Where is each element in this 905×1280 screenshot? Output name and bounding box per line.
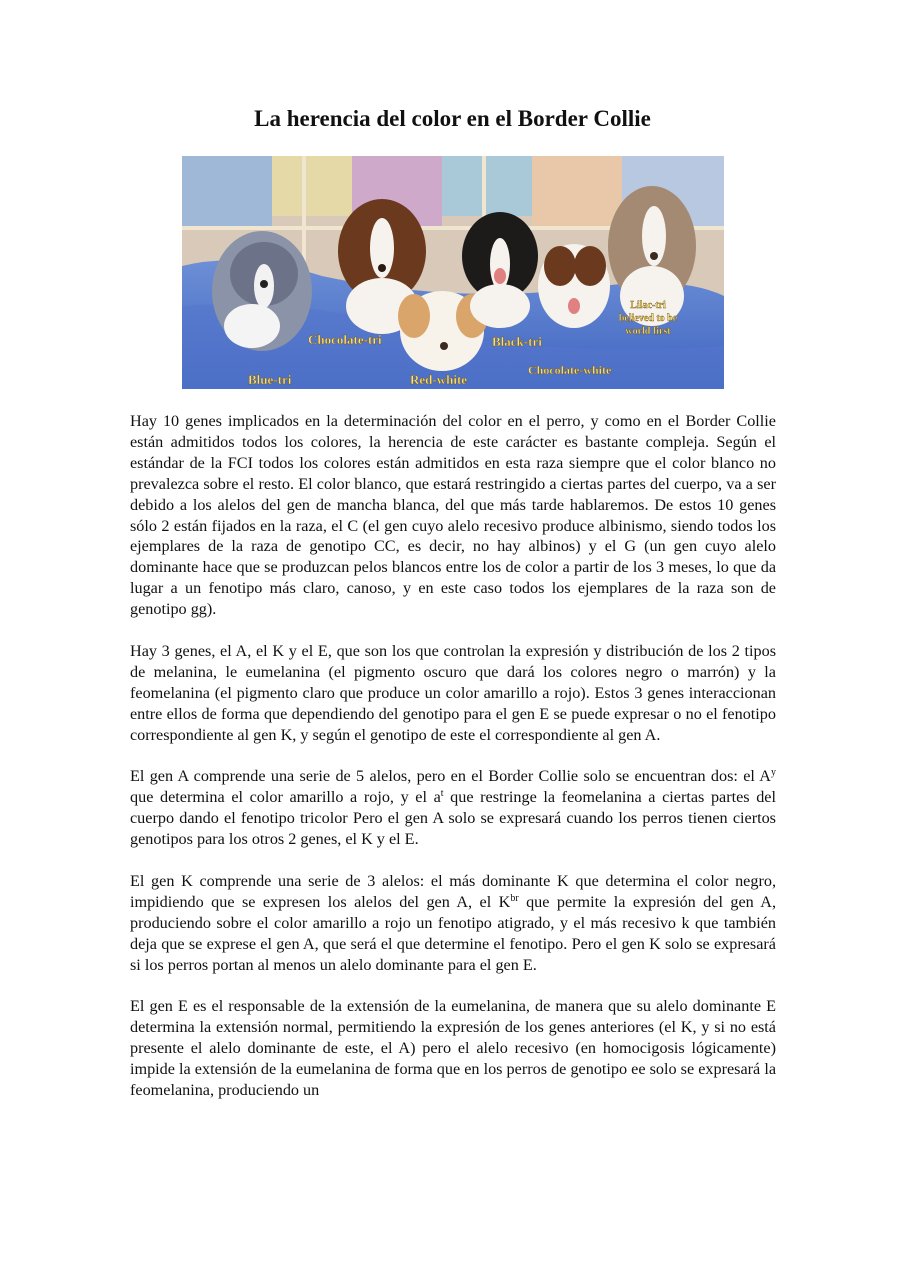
label-black-tri: Black-tri [492,334,542,349]
label-blue-tri: Blue-tri [248,372,292,387]
label-lilac-line2: believed to be [618,313,678,324]
paragraph-5: El gen E es el responsable de la extensión de la eumelanina, de manera que su alelo dominante E determina la extensión normal, permitiendo la expresión de los genes anteriores (el K, y si no está presente el alelo dominante de este, el A) pero el alelo recesivo (en homocigosis lógicamente) impide la extensión de la eumelanina de forma que en los perros de genotipo ee solo se expresará la feomelanina, produciendo un [130,997,776,1099]
label-chocolate-white: Chocolate-white [528,363,612,377]
puppies-photo [182,156,724,389]
paragraph-4-part2: que permite la expresión del gen A, produciendo sobre el color amarillo a rojo un fenotipo atigrado, y el más recesivo k que también deja que se exprese el gen A, que será el que determine el fenotipo. Pero el gen K solo se expresará si los perros portan al menos un alelo dominante para el gen E. [130,892,776,974]
superscript-br: br [510,892,519,904]
superscript-t: t [440,788,444,800]
paragraph-3 [130,766,776,850]
document-body [130,411,776,1122]
superscript-y: y [771,767,776,779]
paragraph-1: Hay 10 genes implicados en la determinación del color en el perro, y como en el Border Collie están admitidos todos los colores, la herencia de este carácter es bastante compleja. Según el estándar de la FCI todos los colores están admitidos en esta raza siempre que el color blanco no prevalezca sobre el resto. El color blanco, que estará restringido a ciertas partes del cuerpo, va a ser debido a los alelos del gen de mancha blanca, del que más tarde hablaremos. De estos 10 genes sólo 2 están fijados en la raza, el C (el gen cuyo alelo recesivo produce albinismo, siendo todos los ejemplares de la raza de genotipo CC, es decir, no hay albinos) y el G (un gen cuyo alelo dominante hace que se produzcan pelos blancos entre los de color a partir de los 3 meses, lo que da lugar a un fenotipo más claro, canoso, y en este caso todos los ejemplares de la raza son de genotipo gg). [130,412,776,619]
paragraph-4 [130,871,776,976]
paragraph-4-part1: El gen K comprende una serie de 3 alelos: el más dominante K que determina el color negro, impidiendo que se expresen los alelos del gen A, el K [130,871,776,911]
label-lilac-line1: Lilac-tri [630,300,666,311]
page-title: La herencia del color en el Border Collie [254,106,651,131]
label-red-white: Red-white [410,372,468,387]
paragraph-2: Hay 3 genes, el A, el K y el E, que son los que controlan la expresión y distribución de los 2 tipos de melanina, le eumelanina (el pigmento oscuro que dará los colores negro o marrón) y la feomelanina (el pigmento claro que produce un color amarillo a rojo). Estos 3 genes interaccionan entre ellos de forma que dependiendo del genotipo para el gen E se puede expresar o no el fenotipo correspondiente al gen K, y según el genotipo de este el correspondiente al gen A. [130,641,776,744]
label-chocolate-tri: Chocolate-tri [308,332,382,347]
paragraph-3-part3: que restringe la feomelanina a ciertas partes del cuerpo dando el fenotipo tricolor Pero el gen A solo se expresará cuando los perros tienen ciertos genotipos para los otros 2 genes, el K y el E. [130,788,776,849]
paragraph-3-part2: que determina el color amarillo a rojo, y el a [130,788,441,807]
paragraph-3-part1: El gen A comprende una serie de 5 alelos, pero en el Border Collie solo se encuentran dos: el A [130,767,771,786]
label-lilac-line3: world first [625,326,671,337]
